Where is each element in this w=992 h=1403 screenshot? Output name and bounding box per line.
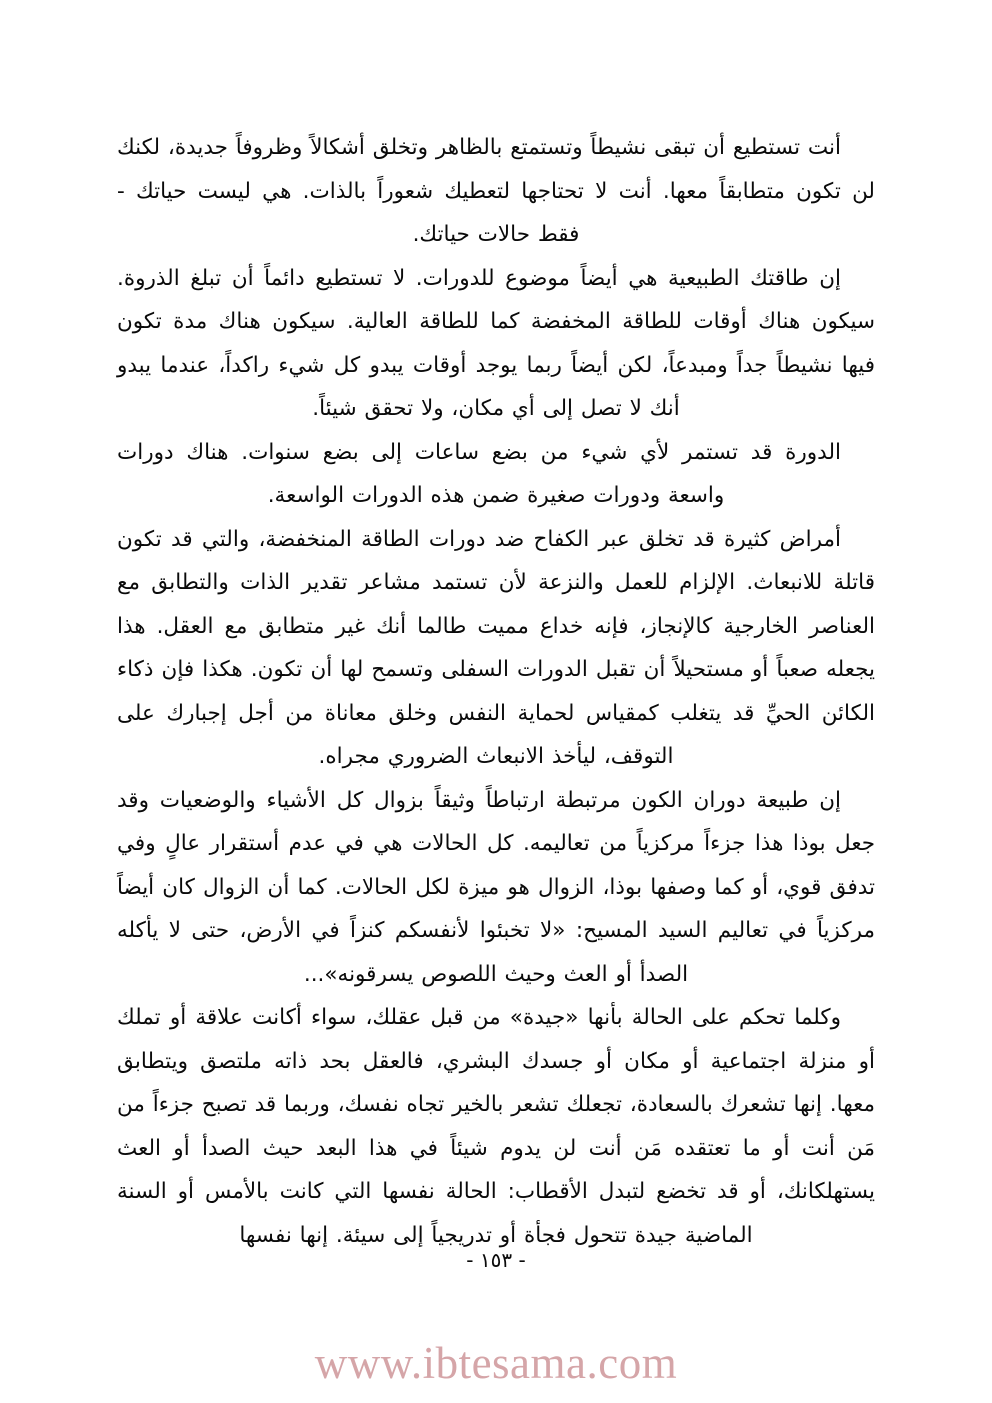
paragraph-4: أمراض كثيرة قد تخلق عبر الكفاح ضد دورات الطاقة المنخفضة، والتي قد تكون قاتلة للانبعاث. الإلزام للعمل والنزعة لأن تستمد مشاعر تقدير الذات والتطابق مع العناصر الخارجية كالإنجاز، فإنه خداع مميت طالما أنك غير متطابق مع العقل. هذا يجعله صعباً أو مستحيلاً أن تقبل الدورات السفلى وتسمح لها أن تكون. هكذا فإن ذكاء الكائن الحيِّ قد يتغلب كمقياس لحماية النفس وخلق معاناة من أجل إجبارك على التوقف، ليأخذ الانبعاث الضروري مجراه. <box>117 526 875 769</box>
paragraph-3: الدورة قد تستمر لأي شيء من بضع ساعات إلى بضع سنوات. هناك دورات واسعة ودورات صغيرة ضمن هذه الدورات الواسعة. <box>117 439 841 508</box>
paragraph-5: إن طبيعة دوران الكون مرتبطة ارتباطاً وثيقاً بزوال كل الأشياء والوضعيات وقد جعل بوذا هذا جزءاً مركزياً من تعاليمه. كل الحالات هي في عدم أستقرار عالٍ وفي تدفق قوي، أو كما وصفها بوذا، الزوال هو ميزة لكل الحالات. كما أن الزوال كان أيضاً مركزياً في تعاليم السيد المسيح: «لا تخبئوا لأنفسكم كنزاً في الأرض، حتى لا يأكله الصدأ أو العث وحيث اللصوص يسرقونه»... <box>117 787 875 987</box>
paragraph-6: وكلما تحكم على الحالة بأنها «جيدة» من قبل عقلك، سواء أكانت علاقة أو تملك أو منزلة اجتماعية أو مكان أو جسدك البشري، فالعقل بحد ذاته ملتصق ويتطابق معها. إنها تشعرك بالسعادة، تجعلك تشعر بالخير تجاه نفسك، وربما قد تصبح جزءاً من مَن أنت أو ما تعتقده مَن أنت لن يدوم شيئاً في هذا البعد حيث الصدأ أو العث يستهلكانك، أو قد تخضع لتبدل الأقطاب: الحالة نفسها التي كانت بالأمس أو السنة الماضية جيدة تتحول فجأة أو تدريجياً إلى سيئة. إنها نفسها <box>117 1005 875 1248</box>
paragraph-2: إن طاقتك الطبيعية هي أيضاً موضوع للدورات. لا تستطيع دائماً أن تبلغ الذروة. سيكون هناك أوقات للطاقة المخفضة كما للطاقة العالية. سيكون هناك مدة تكون فيها نشيطاً جداً ومبدعاً، لكن أيضاً ربما يوجد أوقات يبدو كل شيء راكداً، عندما يبدو أنك لا تصل إلى أي مكان، ولا تحقق شيئاً. <box>117 265 875 421</box>
paragraph-1: أنت تستطيع أن تبقى نشيطاً وتستمتع بالظاهر وتخلق أشكالاً وظروفاً جديدة، لكنك لن تكون متطابقاً معها. أنت لا تحتاجها لتعطيك شعوراً بالذات. هي ليست حياتك - فقط حالات حياتك. <box>117 135 875 247</box>
body-text-column <box>117 126 875 1257</box>
page-number: - ١٥٣ - <box>466 1248 526 1272</box>
site-watermark: www.ibtesama.com <box>314 1338 678 1388</box>
